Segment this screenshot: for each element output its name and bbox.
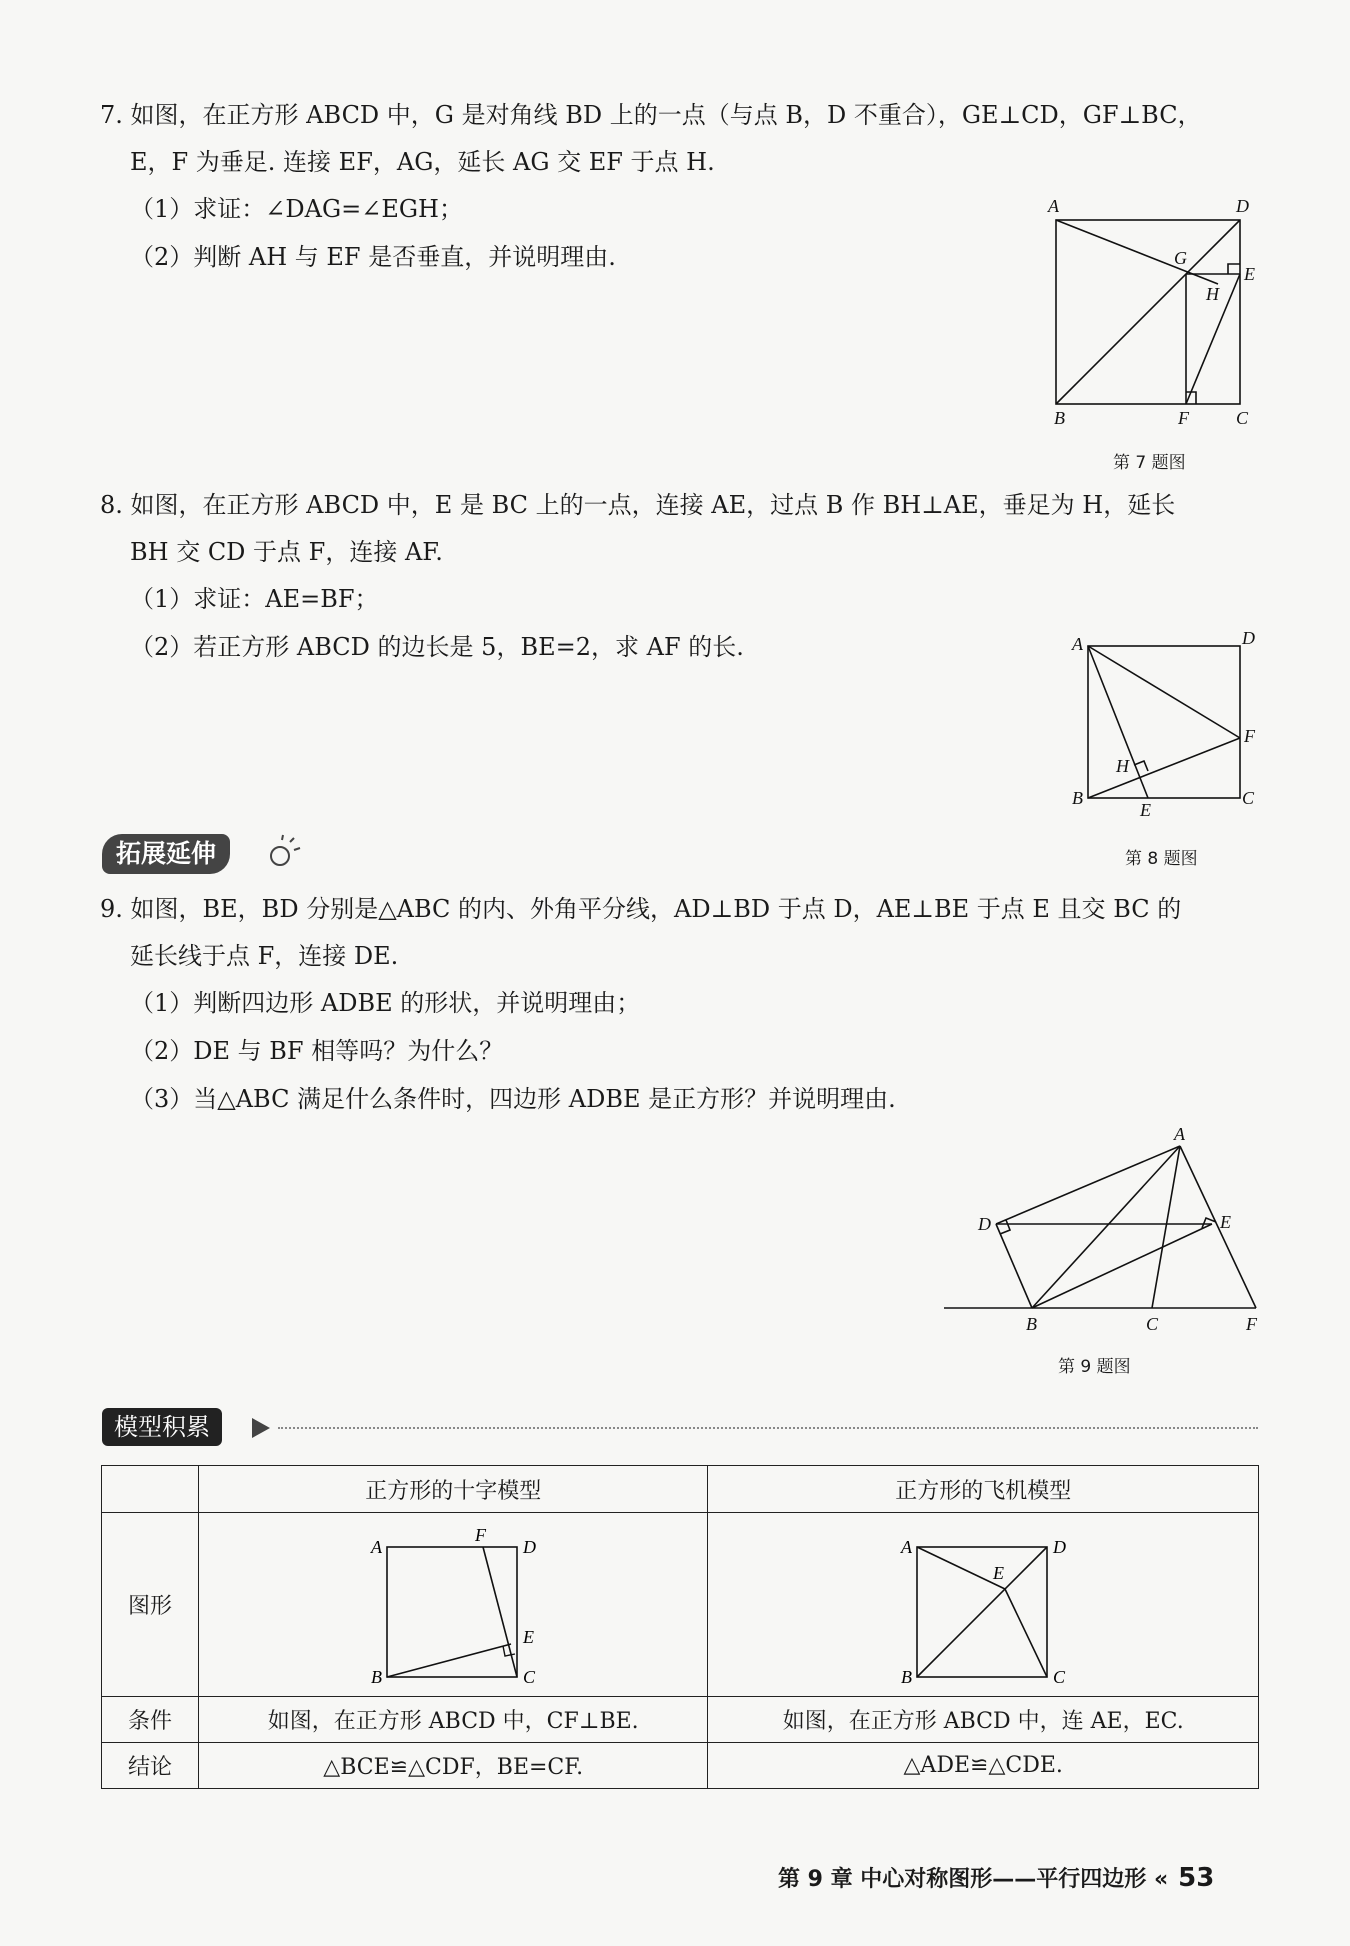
model-col1-header: 正方形的十字模型 <box>199 1466 708 1513</box>
q8-line2: BH 交 CD 于点 F，连接 AF. <box>130 538 443 566</box>
model-row-condition-label: 条件 <box>102 1697 199 1743</box>
q8-part1: （1）求证：AE=BF； <box>130 585 379 613</box>
model-row-figure-label: 图形 <box>102 1513 199 1697</box>
plane-label-e: E <box>993 1562 1005 1583</box>
q9-figure <box>940 1122 1270 1342</box>
q7-line2: E，F 为垂足. 连接 EF，AG，延长 AG 交 EF 于点 H. <box>130 148 715 176</box>
model-fig2-cell <box>708 1513 1259 1697</box>
cross-label-e: E <box>523 1626 535 1647</box>
q8-label-e: E <box>1140 800 1151 820</box>
q8-figure <box>1064 626 1264 820</box>
model-row-conclusion-label: 结论 <box>102 1743 199 1789</box>
q8-label-b: B <box>1072 788 1083 808</box>
q9-label-d: D <box>978 1214 991 1234</box>
q7-caption: 第 7 题图 <box>1113 453 1186 473</box>
bulb-icon <box>262 834 302 874</box>
q8-line-bf <box>1088 738 1240 798</box>
cross-label-f: F <box>475 1524 487 1545</box>
model-conclusion-2: △ADE≌△CDE. <box>708 1743 1259 1789</box>
q7-label-g: G <box>1174 248 1187 268</box>
section-title: 拓展延伸 <box>102 834 230 874</box>
page-number: 53 <box>1178 1863 1215 1893</box>
model-table <box>101 1465 1259 1789</box>
model-corner-cell <box>102 1466 199 1513</box>
q7-right-angle-e <box>1228 264 1240 274</box>
model-title: 模型积累 <box>102 1408 222 1446</box>
plane-label-b: B <box>901 1666 913 1685</box>
footer-chapter: 第 9 章 中心对称图形——平行四边形 « <box>778 1867 1169 1892</box>
q8-label-d: D <box>1242 628 1255 648</box>
q7-label-b: B <box>1054 408 1065 428</box>
plane-label-c: C <box>1053 1666 1066 1685</box>
q8-label-h: H <box>1116 756 1129 776</box>
q7-label-e: E <box>1244 264 1255 284</box>
q9-label-b: B <box>1026 1314 1037 1334</box>
q9-label-a: A <box>1174 1124 1185 1144</box>
q7-label-c: C <box>1236 408 1249 428</box>
q9-label-e: E <box>1220 1212 1231 1232</box>
q8-label-c: C <box>1242 788 1255 808</box>
cross-model-figure <box>363 1525 543 1685</box>
q8-line1: 8. 如图，在正方形 ABCD 中，E 是 BC 上的一点，连接 AE，过点 B 作 BH⊥AE，垂足为 H，延长 <box>100 491 1176 519</box>
q8-label-f: F <box>1244 726 1255 746</box>
q9-label-c: C <box>1146 1314 1159 1334</box>
q7-figure <box>1040 192 1270 432</box>
arrow-right-icon <box>250 1416 274 1440</box>
q9-caption: 第 9 题图 <box>1058 1357 1131 1377</box>
q7-label-h: H <box>1206 284 1219 304</box>
cross-label-c: C <box>523 1666 536 1685</box>
model-condition-1: 如图，在正方形 ABCD 中，CF⊥BE. <box>199 1697 708 1743</box>
q9-part1: （1）判断四边形 ADBE 的形状，并说明理由； <box>130 989 641 1017</box>
q9-line-ad <box>996 1146 1180 1224</box>
plane-label-d: D <box>1053 1536 1067 1557</box>
q7-label-f: F <box>1178 408 1189 428</box>
q8-label-a: A <box>1072 634 1083 654</box>
plane-model-figure <box>893 1525 1073 1685</box>
q7-diagonal-bd <box>1056 220 1240 404</box>
q7-part1: （1）求证：∠DAG=∠EGH； <box>130 195 463 223</box>
cross-label-b: B <box>371 1666 383 1685</box>
q7-label-d: D <box>1236 196 1249 216</box>
q9-part2: （2）DE 与 BF 相等吗？为什么？ <box>130 1037 504 1065</box>
q7-label-a: A <box>1048 196 1059 216</box>
cross-label-d: D <box>523 1536 537 1557</box>
model-fig1-cell <box>199 1513 708 1697</box>
model-col2-header: 正方形的飞机模型 <box>708 1466 1259 1513</box>
model-condition-2: 如图，在正方形 ABCD 中，连 AE，EC. <box>708 1697 1259 1743</box>
q9-line-af <box>1180 1146 1256 1308</box>
q7-part2: （2）判断 AH 与 EF 是否垂直，并说明理由. <box>130 243 616 271</box>
model-divider <box>278 1427 1258 1429</box>
q9-line1: 9. 如图，BE，BD 分别是△ABC 的内、外角平分线，AD⊥BD 于点 D，AE⊥BE 于点 E 且交 BC 的 <box>100 895 1182 923</box>
plane-label-a: A <box>901 1536 913 1557</box>
q9-label-f: F <box>1246 1314 1257 1334</box>
q7-line1: 7. 如图，在正方形 ABCD 中，G 是对角线 BD 上的一点（与点 B，D 不重合），GE⊥CD，GF⊥BC， <box>100 101 1202 129</box>
q9-line-db <box>996 1224 1032 1308</box>
q9-line-ac <box>1152 1146 1180 1308</box>
q8-square <box>1088 646 1240 798</box>
q9-line2: 延长线于点 F，连接 DE. <box>130 942 399 970</box>
page-footer <box>778 1862 1214 1893</box>
q8-caption: 第 8 题图 <box>1125 849 1198 869</box>
cross-label-a: A <box>371 1536 383 1557</box>
q8-line-af <box>1088 646 1240 738</box>
q9-part3: （3）当△ABC 满足什么条件时，四边形 ADBE 是正方形？并说明理由. <box>130 1085 896 1113</box>
q8-part2: （2）若正方形 ABCD 的边长是 5，BE=2，求 AF 的长. <box>130 633 744 661</box>
q9-line-ba <box>1032 1146 1180 1308</box>
q9-line-be <box>1032 1224 1212 1308</box>
model-conclusion-1: △BCE≌△CDF，BE=CF. <box>199 1743 708 1789</box>
